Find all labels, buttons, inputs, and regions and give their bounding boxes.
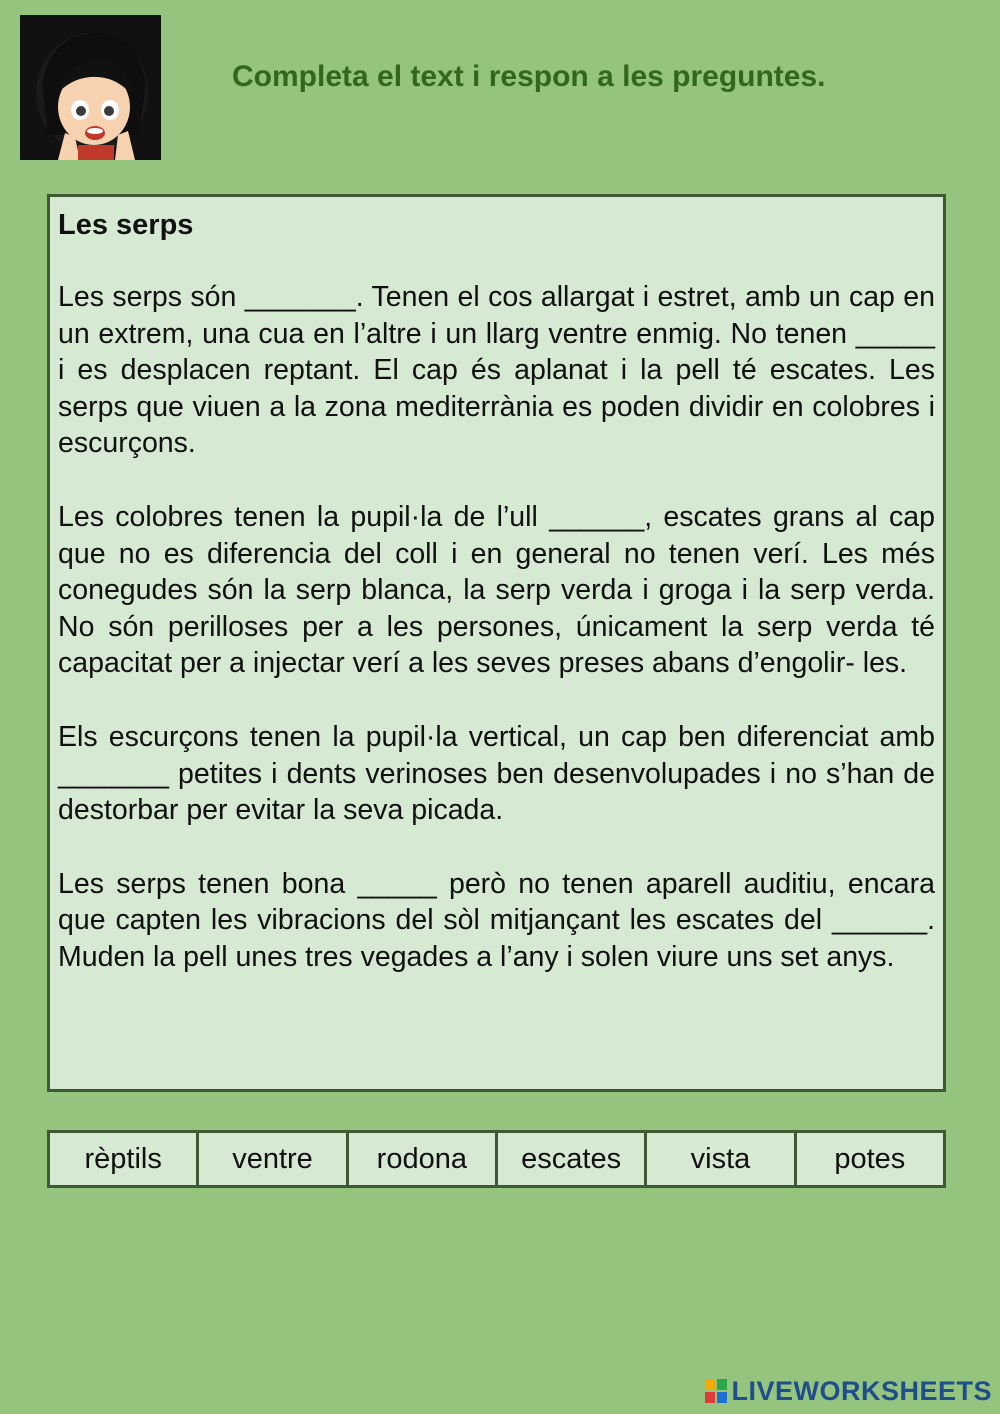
paragraph-4: Les serps tenen bona _____ però no tenen aparell auditiu, encara que capten les vibracions del sòl mitjançant les escates del ______. Muden la pell unes tres vegades a l’any i solen viure uns set anys. [58,867,935,973]
liveworksheets-logo-icon [705,1379,727,1403]
word-bank-item[interactable]: escates [498,1133,647,1185]
word-bank-item[interactable]: ventre [199,1133,348,1185]
logo-text: LIVEWORKSHEETS [731,1375,992,1406]
paragraph-1: Les serps són _______. Tenen el cos allargat i estret, amb un cap en un extrem, una cua en l’altre i un llarg ventre enmig. No tenen _____ i es desplacen reptant. El cap és aplanat i la pell té escates. Les serps que viuen a la zona mediterrània es poden dividir en colobres i escurçons. [58,281,935,460]
reading-heading: Les serps [58,209,194,241]
reading-text-panel [47,194,946,1092]
paragraph-2: Les colobres tenen la pupil·la de l’ull ______, escates grans al cap que no es diferencia del coll i en general no tenen verí. Les més conegudes són la serp blanca, la serp verda i groga i la serp verda. No són perilloses per a les persones, únicament la serp verda té capacitat per a injectar verí a les seves preses abans d’engolir- les. [58,500,935,680]
word-bank-item[interactable]: potes [834,1142,906,1175]
paragraph-3: Els escurçons tenen la pupil·la vertical, un cap ben diferenciat amb _______ petites i dents verinoses ben desenvolupades i no s’han de destorbar per evitar la seva picada. [58,720,935,827]
word-bank-item[interactable]: vista [647,1133,796,1185]
word-bank [47,1130,946,1188]
cartoon-avatar [20,15,161,160]
word-bank-item[interactable]: rèptils [50,1133,199,1185]
avatar-illustration [20,15,161,160]
liveworksheets-logo [705,1376,992,1406]
page-title: Completa el text i respon a les preguntes. [232,60,826,93]
word-bank-item[interactable]: rodona [349,1133,498,1185]
